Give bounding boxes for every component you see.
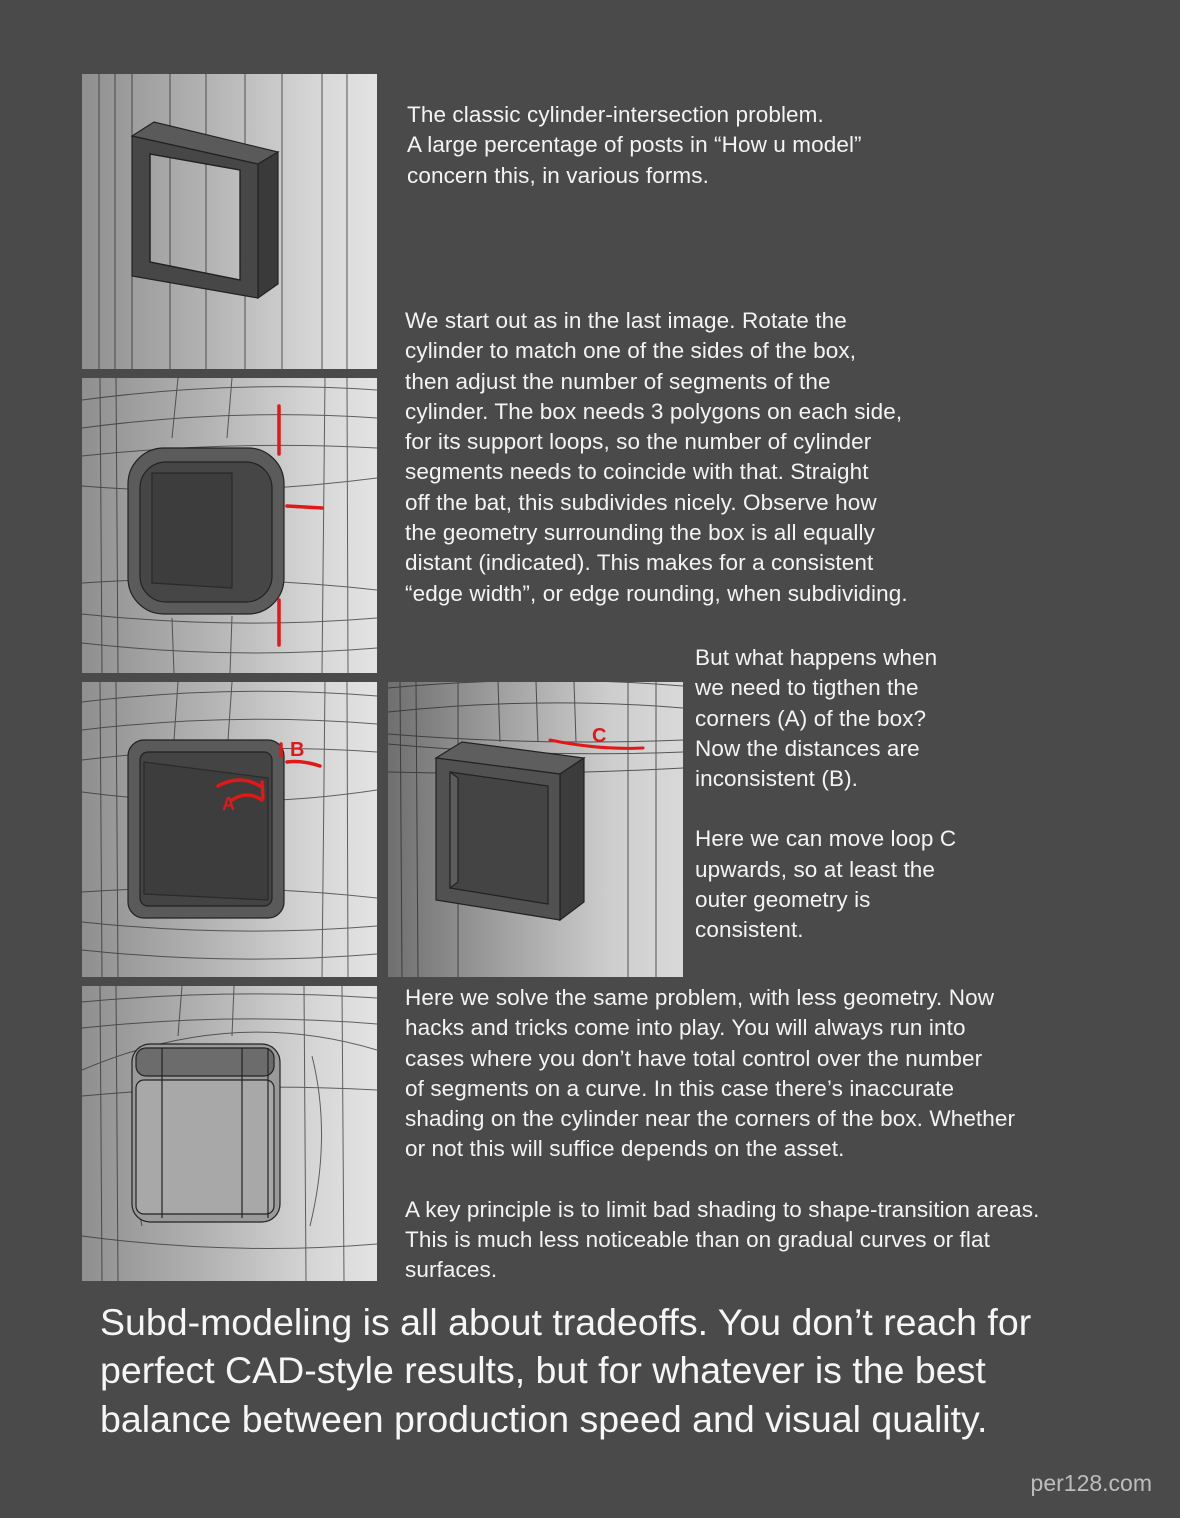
tightened-corners-panel	[82, 682, 377, 977]
label-b: B	[290, 739, 305, 761]
soft-box	[132, 1044, 280, 1222]
site-credit: per128.com	[1030, 1470, 1152, 1496]
less-geometry-text: Here we solve the same problem, with less geometry. Now hacks and tricks come into play. You will always run into cases where you don’t have total control over the number of segments on a curve. In this case there’s inaccurate shading on the cylinder near the corners of the box. Whether or not this will suffice depends on the asset. A key principle is to limit bad shading to shape-transition areas. This is much less noticeable than on gradual curves or flat surfaces.	[405, 985, 1040, 1283]
label-c: C	[592, 725, 607, 747]
rounded-box	[128, 448, 284, 614]
label-a: A	[222, 794, 235, 814]
cylinder-box-intersection-panel	[82, 74, 377, 369]
support-loops-text: We start out as in the last image. Rotate the cylinder to match one of the sides of the box, then adjust the number of segments of the cylinder. The box needs 3 polygons on each side, for its support loops, so the number of cylinder segments needs to coincide with that. Straight off the bat, this subdivides nicely. Observe how the geometry surrounding the box is all equally distant (indicated). This makes for a consistent “edge width”, or edge rounding, when subdividing.	[405, 308, 908, 606]
less-geometry-panel	[82, 986, 377, 1281]
conclusion-text: Subd-modeling is all about tradeoffs. You don’t reach for perfect CAD-style results, but for whatever is the best balance between production speed and visual quality.	[100, 1301, 1032, 1440]
intro-text: The classic cylinder-intersection problem. A large percentage of posts in “How u model” concern this, in various forms.	[407, 102, 862, 188]
sharp-box	[436, 742, 584, 920]
tight-box	[128, 740, 284, 918]
loop-c-moved-panel	[388, 682, 683, 977]
corners-text: But what happens when we need to tigthen the corners (A) of the box? Now the distances are inconsistent (B). Here we can move loop C upwards, so at least the outer geometry is consistent.	[695, 645, 957, 943]
equal-distance-support-loops-panel	[82, 378, 377, 673]
